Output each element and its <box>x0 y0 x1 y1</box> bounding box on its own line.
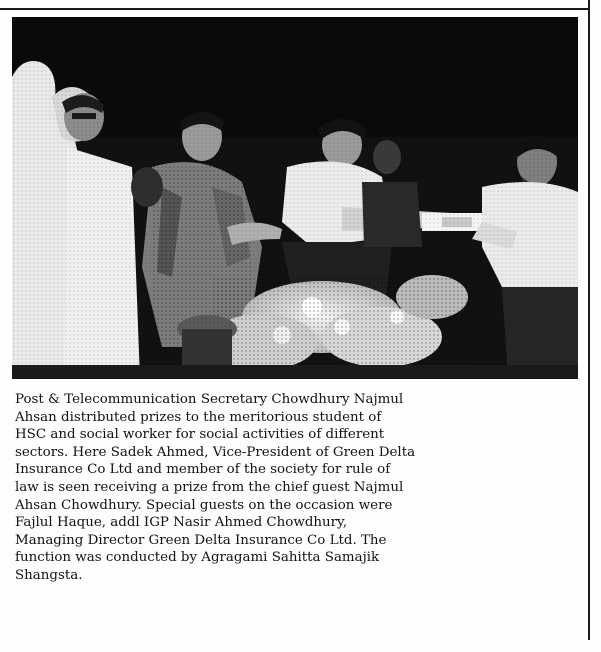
top-rule <box>0 8 589 10</box>
caption-line: Shangsta. <box>15 567 83 583</box>
caption-line: Insurance Co Ltd and member of the society for rule of <box>15 462 391 478</box>
caption-line: Managing Director Green Delta Insurance Co Ltd. The <box>15 532 387 548</box>
caption-line: Post & Telecommunication Secretary Chowdhury Najmul <box>15 392 404 407</box>
photo-caption <box>15 391 581 585</box>
caption-line: sectors. Here Sadek Ahmed, Vice-President of Green Delta <box>15 444 416 460</box>
caption-line: law is seen receiving a prize from the chief guest Najmul <box>15 479 404 495</box>
caption-line: Fajlul Haque, addl IGP Nasir Ahmed Chowdhury, <box>15 515 348 531</box>
news-photo <box>12 17 578 379</box>
caption-line: function was conducted by Agragami Sahitta Samajik <box>15 550 380 566</box>
caption-line: HSC and social worker for social activities of different <box>15 427 385 443</box>
ceremony-photo-illustration <box>12 17 578 379</box>
caption-line: Ahsan distributed prizes to the meritorious student of <box>15 409 382 425</box>
column-rule <box>588 0 590 640</box>
caption-line: Ahsan Chowdhury. Special guests on the occasion were <box>15 497 393 513</box>
